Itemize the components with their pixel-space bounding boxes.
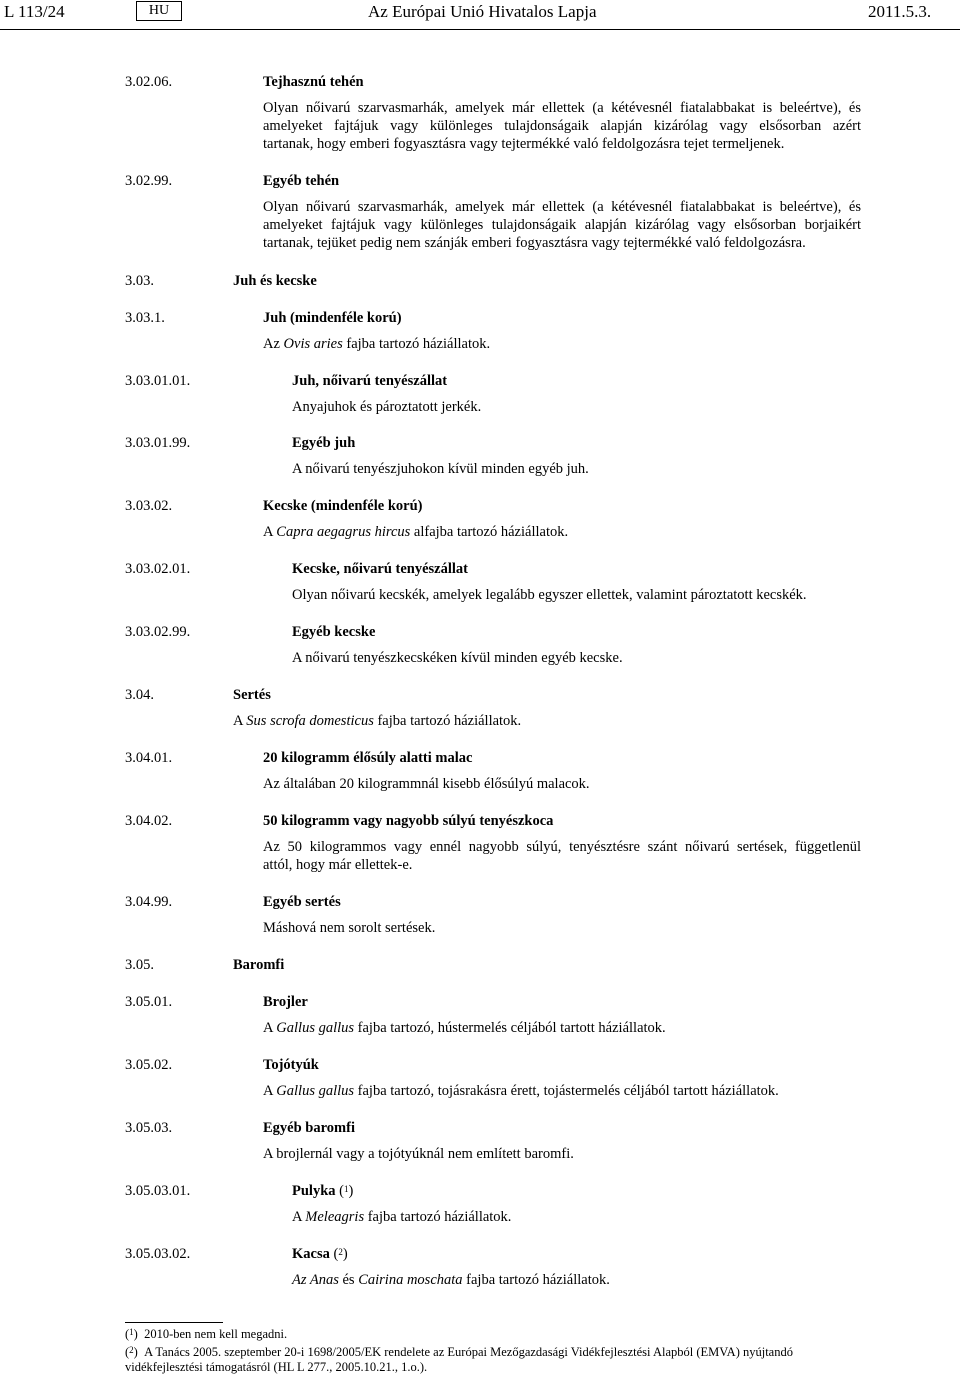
- species-name: Meleagris: [305, 1209, 365, 1225]
- species-name: Capra aegagrus hircus: [276, 524, 411, 540]
- section-title: Egyéb juh: [292, 435, 356, 451]
- section-body: A Meleagris fajba tartozó háziállatok.: [292, 1209, 512, 1225]
- section-title: Baromfi: [233, 957, 285, 973]
- section-code: 3.02.06.: [125, 74, 173, 90]
- footnote-continuation: vidékfejlesztési támogatásról (HL L 277., 2005.10.21., 1.o.).: [125, 1360, 428, 1374]
- section-title: 20 kilogramm élősúly alatti malac: [263, 750, 473, 766]
- language-badge: HU: [136, 1, 182, 21]
- footnote-rule: [125, 1322, 223, 1323]
- journal-title: Az Európai Unió Hivatalos Lapja: [368, 2, 597, 21]
- body-line: amelyeket fajtájuk vagy különleges tulajdonságaik alapján kizárólag vagy elsősorban azért: [263, 118, 861, 134]
- section-code: 3.05.: [125, 957, 154, 973]
- section-code: 3.03.1.: [125, 310, 165, 326]
- section-code: 3.04.01.: [125, 750, 173, 766]
- species-name: Sus scrofa domesticus: [246, 713, 374, 729]
- section-title: Egyéb tehén: [263, 173, 340, 189]
- body-line: Az 50 kilogrammos vagy ennél nagyobb súlyú, tenyésztésre szánt nőivarú sertések, függetlenül: [263, 839, 861, 855]
- section-body: A nőivarú tenyészjuhokon kívül minden egyéb juh.: [292, 461, 589, 477]
- body-line: amelyeket fajtájuk vagy különleges tulajdonságaik alapján kizárólag vagy elsősorban borjaikért: [263, 217, 861, 233]
- section-title: Kecske, nőivarú tenyészállat: [292, 561, 468, 577]
- section-title: Tojótyúk: [263, 1057, 319, 1073]
- section-title: Egyéb sertés: [263, 894, 341, 910]
- section-body: A brojlernál vagy a tojótyúknál nem említett baromfi.: [263, 1146, 574, 1162]
- section-title: Egyéb baromfi: [263, 1120, 355, 1136]
- section-body: Anyajuhok és pároztatott jerkék.: [292, 399, 482, 415]
- section-title: Egyéb kecske: [292, 624, 376, 640]
- section-title: Brojler: [263, 994, 308, 1010]
- section-code: 3.03.02.01.: [125, 561, 191, 577]
- species-name: Gallus gallus: [276, 1083, 355, 1099]
- section-title: Juh (mindenféle korú): [263, 310, 402, 326]
- section-code: 3.03.02.: [125, 498, 173, 514]
- species-name: Gallus gallus: [276, 1020, 355, 1036]
- section-code: 3.03.01.01.: [125, 373, 191, 389]
- section-title: Tejhasznú tehén: [263, 74, 364, 90]
- body-line: Olyan nőivarú szarvasmarhák, amelyek már ellettek (a kétévesnél fiatalabbakat is beleértve), és: [263, 100, 861, 116]
- footnote-ref[interactable]: 1: [343, 1184, 349, 1194]
- body-line: tartanak, tejüket pedig nem szánják emberi fogyasztásra vagy tejtermékké való feldolgozásra.: [263, 235, 806, 251]
- species-name: Cairina moschata: [358, 1272, 463, 1288]
- section-body: [263, 198, 861, 252]
- section-title: Sertés: [233, 687, 271, 703]
- section-body: A Gallus gallus fajba tartozó, hústermelés céljából tartott háziállatok.: [263, 1020, 666, 1036]
- section-body: [263, 99, 861, 153]
- section-code: 3.03.02.99.: [125, 624, 191, 640]
- body-line: Olyan nőivarú szarvasmarhák, amelyek már ellettek (a kétévesnél fiatalabbakat is beleértve), és: [263, 199, 861, 215]
- section-body: Olyan nőivarú kecskék, amelyek legalább egyszer ellettek, valamint pároztatott kecskék.: [292, 587, 807, 603]
- section-body: Az általában 20 kilogrammnál kisebb élősúlyú malacok.: [263, 776, 590, 792]
- section-body: A Sus scrofa domesticus fajba tartozó háziállatok.: [233, 713, 522, 729]
- section-code: 3.04.02.: [125, 813, 173, 829]
- section-code: 3.03.: [125, 273, 154, 289]
- publication-date: 2011.5.3.: [868, 2, 932, 21]
- section-title: Kacsa ($^2$): [292, 1246, 348, 1262]
- section-code: 3.05.01.: [125, 994, 173, 1010]
- section-code: 3.05.03.02.: [125, 1246, 191, 1262]
- section-body: A Capra aegagrus hircus alfajba tartozó háziállatok.: [263, 524, 569, 540]
- section-body: Az Ovis aries fajba tartozó háziállatok.: [263, 336, 491, 352]
- page-number: L 113/24: [4, 2, 65, 21]
- section-code: 3.02.99.: [125, 173, 173, 189]
- body-line: attól, hogy már ellettek-e.: [263, 857, 413, 873]
- header-rule: [0, 29, 960, 30]
- section-body: Máshová nem sorolt sertések.: [263, 920, 436, 936]
- section-body: A nőivarú tenyészkecskéken kívül minden egyéb kecske.: [292, 650, 623, 666]
- section-body: A Gallus gallus fajba tartozó, tojásrakásra érett, tojástermelés céljából tartott háziállatok.: [263, 1083, 779, 1099]
- footnote: ($^1$) 2010-ben nem kell megadni.: [125, 1327, 288, 1341]
- footnote-ref[interactable]: 2: [338, 1247, 343, 1257]
- species-name: Az Anas: [292, 1272, 339, 1288]
- section-title: Kecske (mindenféle korú): [263, 498, 423, 514]
- body-line: tartanak, hogy emberi fogyasztásra vagy tejtermékké való feldolgozásra tejet termeljenek.: [263, 136, 785, 152]
- section-code: 3.05.02.: [125, 1057, 173, 1073]
- section-code: 3.04.99.: [125, 894, 173, 910]
- section-body: Az Anas és Cairina moschata fajba tartozó háziállatok.: [292, 1272, 610, 1288]
- section-body: [263, 838, 861, 874]
- section-title: Juh, nőivarú tenyészállat: [292, 373, 448, 389]
- footnote: ($^2$) A Tanács 2005. szeptember 20-i 1698/2005/EK rendelete az Európai Mezőgazdasági Vidékfejlesztési Alapból (EMVA) nyújtandó: [125, 1345, 793, 1359]
- species-name: Ovis aries: [283, 336, 343, 352]
- section-title: Juh és kecske: [233, 273, 317, 289]
- section-code: 3.03.01.99.: [125, 435, 191, 451]
- section-title: Pulyka ($^1$): [292, 1183, 354, 1199]
- section-title: 50 kilogramm vagy nagyobb súlyú tenyészkoca: [263, 813, 554, 829]
- section-code: 3.04.: [125, 687, 154, 703]
- section-code: 3.05.03.: [125, 1120, 173, 1136]
- section-code: 3.05.03.01.: [125, 1183, 191, 1199]
